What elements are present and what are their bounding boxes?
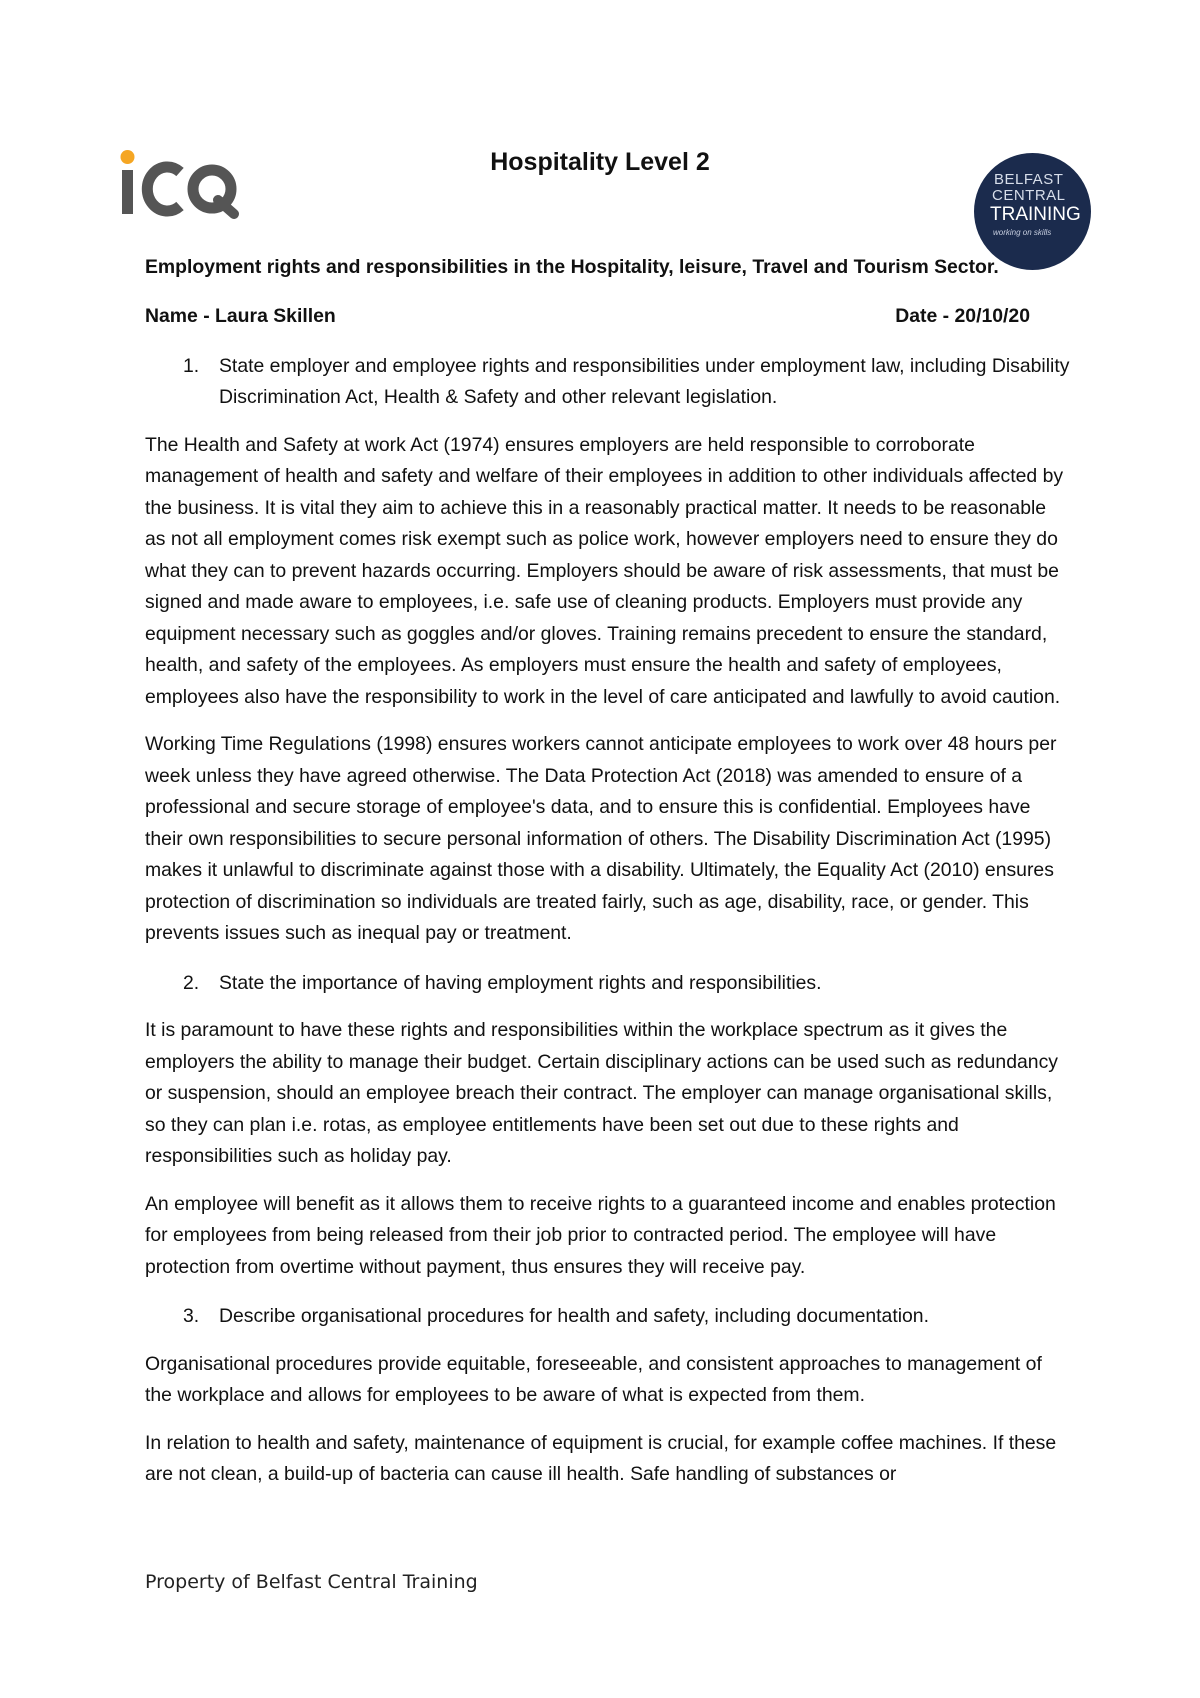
name-label: Name - Laura Skillen: [145, 305, 336, 327]
answer-paragraph: Working Time Regulations (1998) ensures workers cannot anticipate employees to work over 48 hours per week unless they have agreed otherwise. The Data Protection Act (2018) was amended to ensure of a professional and secure storage of employee's data, and to ensure this is confidential. Employees have their own responsibilities to secure personal information of others. The Disability Discrimination Act (1995) makes it unlawful to discriminate against those with a disability. Ultimately, the Equality Act (2010) ensures protection of discrimination so individuals are treated fairly, such as age, disability, race, or gender. This prevents issues such as inequal pay or treatment.: [145, 733, 1057, 944]
logo-tagline: working on skills: [993, 228, 1052, 237]
logo-line-3: TRAINING: [990, 204, 1081, 225]
document-body: [145, 252, 1070, 1491]
answer-paragraph: An employee will benefit as it allows them to receive rights to a guaranteed income and enables protection for employees from being released from their job prior to contracted period. The employee will have protection from overtime without payment, thus ensures they will receive pay.: [145, 1192, 1056, 1278]
document-heading: Employment rights and responsibilities in the Hospitality, leisure, Travel and Tourism Sector.: [145, 256, 999, 278]
question-number: 3.: [183, 1305, 200, 1327]
date-label: Date - 20/10/20: [895, 305, 1030, 327]
page-title: Hospitality Level 2: [490, 148, 710, 176]
question-number: 2.: [183, 971, 200, 994]
answer-paragraph: It is paramount to have these rights and responsibilities within the workplace spectrum as it gives the employers the ability to manage their budget. Certain disciplinary actions can be used such as redundancy or suspension, should an employee breach their contract. The employer can manage organisational skills, so they can plan i.e. rotas, as employee entitlements have been set out due to these rights and responsibilities such as holiday pay.: [145, 1019, 1058, 1167]
logo-line-1: BELFAST: [994, 171, 1064, 188]
page-footer: Property of Belfast Central Training: [145, 1571, 478, 1593]
logo-line-2: CENTRAL: [992, 187, 1066, 204]
name-date-row: [145, 301, 1030, 333]
question-text: State employer and employee rights and responsibilities under employment law, including Disability Discrimination Act, Health & Safety and other relevant legislation.: [219, 354, 1070, 408]
question-number: 1.: [183, 354, 200, 377]
question-text: State the importance of having employment rights and responsibilities.: [219, 971, 822, 994]
question-1: [145, 351, 1070, 414]
question-2: [145, 968, 1070, 1000]
answer-paragraph: Organisational procedures provide equitable, foreseeable, and consistent approaches to management of the workplace and allows for employees to be aware of what is expected from them.: [145, 1352, 1042, 1406]
answer-paragraph: The Health and Safety at work Act (1974) ensures employers are held responsible to corroborate management of health and safety and welfare of their employees in addition to other individuals affected by the business. It is vital they aim to achieve this in a reasonably practical matter. It needs to be reasonable as not all employment comes risk exempt such as police work, however employers need to ensure they do what they can to prevent hazards occurring. Employers should be aware of risk assessments, that must be signed and made aware to employees, i.e. safe use of cleaning products. Employers must provide any equipment necessary such as goggles and/or gloves. Training remains precedent to ensure the standard, health, and safety of the employees. As employers must ensure the health and safety of employees, employees also have the responsibility to work in the level of care anticipated and lawfully to avoid caution.: [145, 433, 1064, 708]
answer-paragraph: In relation to health and safety, maintenance of equipment is crucial, for example coffee machines. If these are not clean, a build-up of bacteria can cause ill health. Safe handling of substances or: [145, 1431, 1057, 1485]
question-text: Describe organisational procedures for health and safety, including documentation.: [219, 1305, 929, 1327]
question-3: [145, 1301, 1070, 1333]
